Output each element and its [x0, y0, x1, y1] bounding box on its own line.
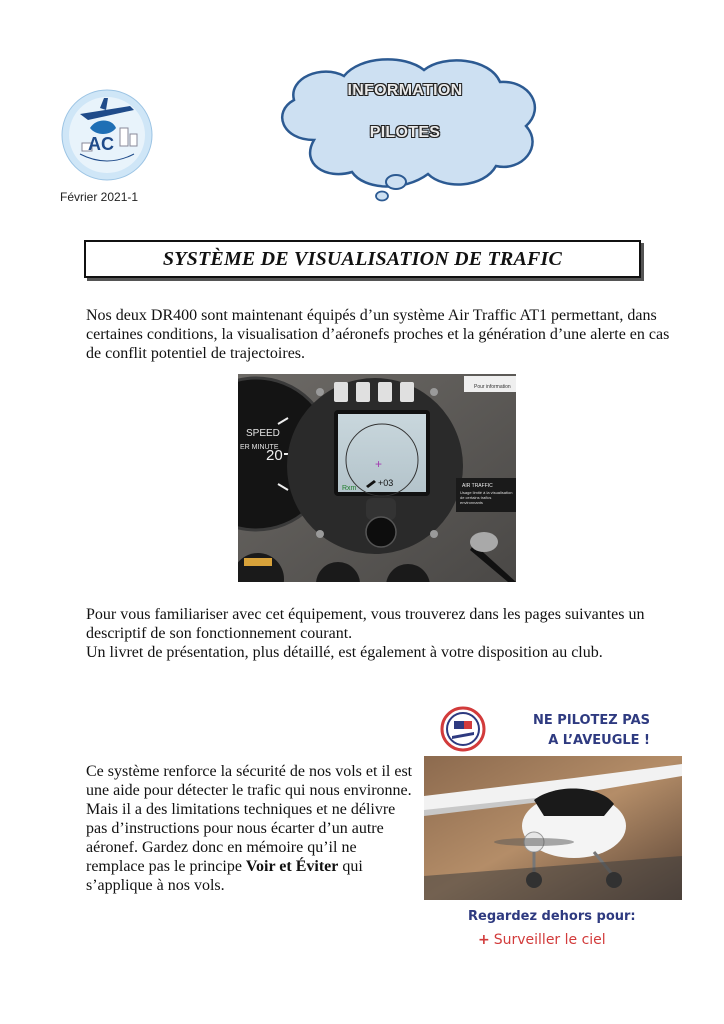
cockpit-photo	[238, 374, 516, 582]
see-and-avoid-bold: Voir et Éviter	[245, 858, 339, 875]
speed-label: SPEED	[246, 428, 280, 439]
safety-paragraph	[86, 762, 416, 895]
page-title: SYSTÈME DE VISUALISATION DE TRAFIC	[162, 247, 563, 270]
traffic-readout: +03	[378, 478, 394, 488]
familiarization-line2: Un livret de présentation, plus détaillé, est également à votre disposition au club.	[86, 644, 603, 661]
watch-sky-label: Surveiller le ciel	[493, 932, 606, 948]
club-logo	[60, 88, 154, 182]
watch-sky-item	[478, 932, 606, 948]
safety-text-after: qui s’applique à nos vols.	[86, 858, 363, 894]
svg-text:Rxm: Rxm	[342, 485, 357, 492]
placard-text: Pour information	[474, 384, 511, 390]
plus-icon: +	[478, 932, 490, 948]
card-title: AIR TRAFFIC	[462, 483, 493, 489]
speed-value: 20	[266, 447, 283, 464]
cloud-line-information: INFORMATION	[347, 82, 463, 99]
familiarization-paragraph	[86, 605, 686, 662]
look-outside-label: Regardez dehors pour:	[468, 909, 636, 924]
svg-text:+: +	[375, 457, 383, 471]
safety-text-before: Ce système renforce la sécurité de nos vols et il est une aide pour détecter le trafic qui nous environne. Mais il a des limitations techniques et ne délivre pas d’instructions pour nous écarter d’un autre aéronef. Gardez donc en mémoire qu’il ne remplace pas le principe	[86, 763, 413, 875]
speed-unit-label: ER MINUTE	[240, 444, 279, 451]
info-cloud-banner	[264, 54, 546, 206]
intro-paragraph: Nos deux DR400 sont maintenant équipés d’un système Air Traffic AT1 permettant, dans certaines conditions, la visualisation d’aéronefs proches et la génération d’une alerte en cas de conflit potentiel de trajectoires.	[86, 307, 670, 362]
title-box	[84, 240, 641, 278]
cloud-line-pilotes: PILOTES	[369, 124, 441, 141]
poster-heading-line1: NE PILOTEZ PAS	[533, 713, 650, 728]
ffa-logo	[440, 706, 486, 752]
card-usage-text: Usage limité à la visualisation de certains trafics environnants	[460, 490, 513, 505]
poster-heading-line2: A L’AVEUGLE !	[548, 733, 650, 748]
poster-heading	[500, 711, 650, 751]
svg-text:AC: AC	[88, 134, 114, 154]
familiarization-line1: Pour vous familiariser avec cet équipement, vous trouverez dans les pages suivantes un descriptif de son fonctionnement courant.	[86, 606, 645, 642]
issue-date: Février 2021-1	[60, 190, 139, 204]
airplane-photo	[424, 756, 682, 900]
